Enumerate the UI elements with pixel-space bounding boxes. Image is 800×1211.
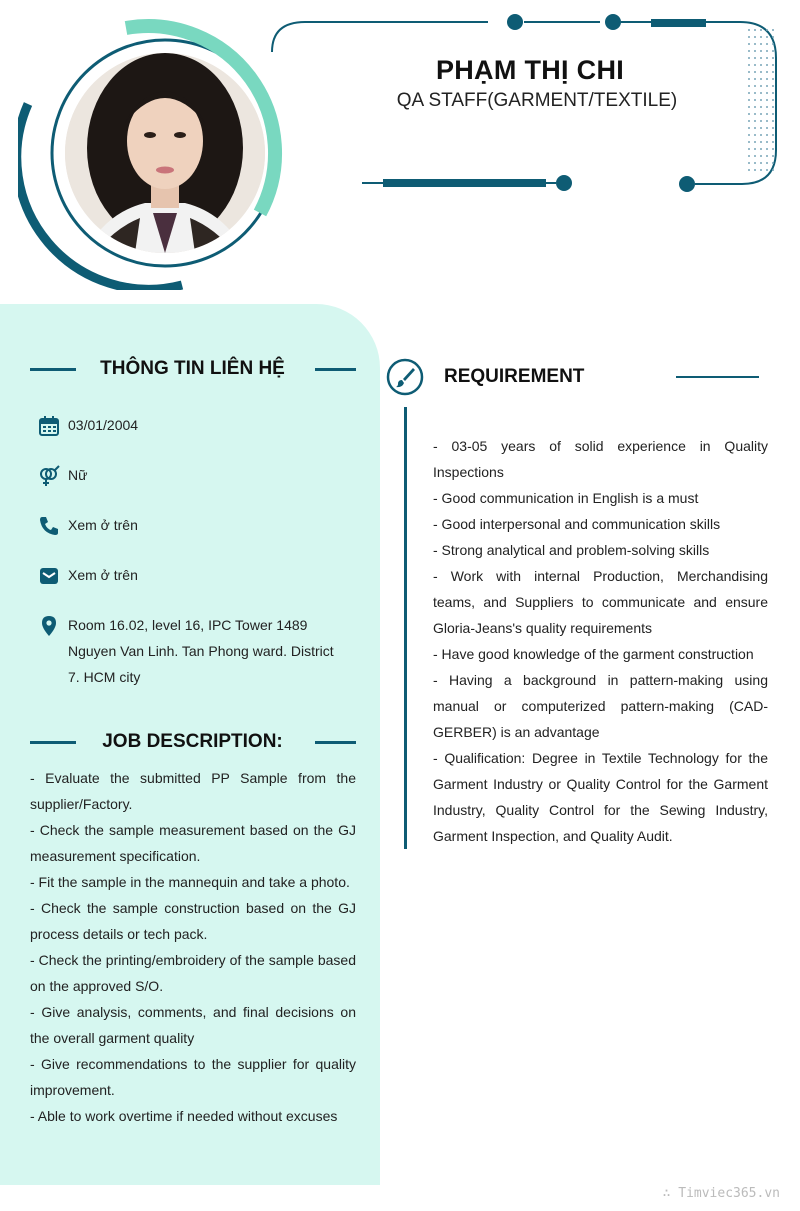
divider — [30, 368, 76, 371]
brush-icon — [386, 358, 424, 396]
email-icon — [38, 565, 60, 587]
decor-dot — [748, 120, 750, 122]
decor-dot — [760, 106, 762, 108]
decor-dot — [748, 50, 750, 52]
decor-dot — [754, 106, 756, 108]
email-text: Xem ở trên — [68, 567, 138, 583]
decor-dot — [760, 50, 762, 52]
decor-dot — [754, 134, 756, 136]
decor-dot — [772, 29, 774, 31]
phone-text: Xem ở trên — [68, 517, 138, 533]
decor-dot — [760, 64, 762, 66]
decor-dot — [754, 64, 756, 66]
contact-address — [38, 617, 358, 690]
decor-dot — [760, 148, 762, 150]
decor-dot — [772, 50, 774, 52]
decor-dot — [766, 64, 768, 66]
decor-dot — [754, 92, 756, 94]
decor-dot — [772, 120, 774, 122]
decor-dot — [772, 92, 774, 94]
list-item: - Give analysis, comments, and final decisions on the overall garment quality — [30, 1004, 356, 1046]
gender-icon — [38, 465, 60, 487]
decor-dot — [772, 134, 774, 136]
divider — [315, 741, 356, 744]
decor-dot — [760, 92, 762, 94]
decor-dot — [748, 29, 750, 31]
decor-dot — [760, 169, 762, 171]
decor-dot — [772, 155, 774, 157]
calendar-icon — [38, 415, 60, 437]
decor-dot — [766, 78, 768, 80]
decor-dot — [760, 71, 762, 73]
decor-dot — [772, 64, 774, 66]
decor-dot — [772, 57, 774, 59]
decor-dot — [754, 120, 756, 122]
decor-dot — [766, 127, 768, 129]
list-item: - Strong analytical and problem-solving skills — [433, 542, 710, 558]
list-item: - Work with internal Production, Merchandising teams, and Suppliers to communicate and ensure Gloria-Jeans's quality requirements — [433, 568, 768, 636]
decor-dot — [754, 85, 756, 87]
list-item: - Good communication in English is a must — [433, 490, 699, 506]
decor-dot — [754, 155, 756, 157]
decor-dot — [748, 141, 750, 143]
decor-dot — [760, 57, 762, 59]
decor-dot — [760, 43, 762, 45]
decor-dot — [754, 162, 756, 164]
candidate-name: PHẠM THỊ CHI — [435, 55, 625, 85]
decor-dot — [748, 113, 750, 115]
decor-dot — [754, 36, 756, 38]
decor-dot — [754, 113, 756, 115]
decor-dot — [772, 141, 774, 143]
decor-dot — [748, 155, 750, 157]
decor-dot — [748, 43, 750, 45]
requirement-heading: REQUIREMENT — [444, 366, 585, 387]
decor-dot — [748, 148, 750, 150]
decor-dot — [772, 113, 774, 115]
job-description-list — [30, 765, 356, 1129]
decor-dot — [772, 148, 774, 150]
decor-dot — [748, 169, 750, 171]
contact-heading: THÔNG TIN LIÊN HỆ — [100, 358, 285, 379]
decor-dot — [748, 36, 750, 38]
divider — [315, 368, 356, 371]
list-item: - Check the printing/embroidery of the sample based on the approved S/O. — [30, 952, 356, 994]
birthday-text: 03/01/2004 — [68, 417, 139, 433]
decor-dot — [754, 141, 756, 143]
decor-dot — [766, 57, 768, 59]
avatar — [18, 18, 298, 290]
decor-dot — [766, 162, 768, 164]
decor-dot — [748, 85, 750, 87]
decor-dot — [748, 78, 750, 80]
job-title: QA STAFF(GARMENT/TEXTILE) — [396, 90, 678, 111]
decor-dot — [766, 141, 768, 143]
decor-dot — [760, 134, 762, 136]
decor-dot — [760, 99, 762, 101]
decor-dot — [760, 141, 762, 143]
decor-dot — [772, 85, 774, 87]
location-pin-icon — [38, 615, 60, 637]
decor-dot — [766, 36, 768, 38]
decor-dot — [766, 85, 768, 87]
decor-dot — [754, 71, 756, 73]
list-item: - Check the sample measurement based on the GJ measurement specification. — [30, 822, 356, 864]
list-item: - Fit the sample in the mannequin and take a photo. — [30, 874, 350, 890]
decor-dot — [760, 113, 762, 115]
contact-email — [38, 567, 358, 588]
decor-dot — [760, 127, 762, 129]
decor-dot — [772, 71, 774, 73]
list-item: - Evaluate the submitted PP Sample from the supplier/Factory. — [30, 770, 356, 812]
contact-birthday — [38, 417, 358, 438]
decor-dot — [766, 120, 768, 122]
decor-dot — [766, 43, 768, 45]
list-item: - Having a background in pattern-making using manual or computerized pattern-making (CAD-GERBER) is an advantage — [433, 672, 768, 740]
decor-dot — [766, 134, 768, 136]
decor-dot — [766, 169, 768, 171]
decor-dot — [754, 57, 756, 59]
decor-dot — [766, 155, 768, 157]
gender-text: Nữ — [68, 467, 88, 483]
decor-dot — [772, 127, 774, 129]
divider — [30, 741, 76, 744]
decor-dot — [772, 106, 774, 108]
divider — [676, 376, 759, 378]
list-item: - Check the sample construction based on the GJ process details or tech pack. — [30, 900, 356, 942]
decor-dot — [766, 92, 768, 94]
list-item: - Give recommendations to the supplier for quality improvement. — [30, 1056, 356, 1098]
decor-dot — [754, 169, 756, 171]
phone-icon — [38, 515, 60, 537]
list-item: - Good interpersonal and communication skills — [433, 516, 721, 532]
decor-dot — [754, 148, 756, 150]
decor-dot — [754, 99, 756, 101]
decor-dot — [748, 71, 750, 73]
decor-dot — [766, 71, 768, 73]
decor-dot — [748, 134, 750, 136]
decor-dot — [766, 50, 768, 52]
decor-dot — [748, 162, 750, 164]
decor-dot — [760, 85, 762, 87]
address-text: Room 16.02, level 16, IPC Tower 1489 Nguyen Van Linh. Tan Phong ward. District 7. HCM city — [68, 617, 334, 685]
decor-dot — [760, 155, 762, 157]
decor-dot — [760, 120, 762, 122]
profile-photo — [65, 53, 265, 253]
list-item: - 03-05 years of solid experience in Quality Inspections — [433, 438, 768, 480]
decor-dot — [748, 106, 750, 108]
decor-dot — [760, 36, 762, 38]
requirement-bar — [404, 407, 407, 849]
decor-dot — [748, 64, 750, 66]
decor-dot — [748, 57, 750, 59]
decor-dot — [772, 43, 774, 45]
decor-dot — [748, 99, 750, 101]
decor-dot — [766, 106, 768, 108]
decor-dot — [754, 127, 756, 129]
decor-dot — [754, 78, 756, 80]
decor-dot — [766, 148, 768, 150]
decor-dot — [766, 99, 768, 101]
decor-dot — [760, 162, 762, 164]
decor-dot — [766, 113, 768, 115]
decor-dot — [760, 78, 762, 80]
decor-dot — [772, 99, 774, 101]
requirement-list — [433, 433, 768, 849]
decor-dot — [754, 43, 756, 45]
decor-dot — [748, 127, 750, 129]
decor-dot — [754, 29, 756, 31]
list-item: - Able to work overtime if needed without excuses — [30, 1108, 338, 1124]
decor-dot — [766, 29, 768, 31]
decor-dot — [772, 162, 774, 164]
contact-gender — [38, 467, 358, 488]
job-heading: JOB DESCRIPTION: — [102, 731, 283, 752]
list-item: - Qualification: Degree in Textile Technology for the Garment Industry or Quality Control for the Garment Industry, Quality Control for the Sewing Industry, Garment Inspection, and Quality Audit. — [433, 750, 768, 844]
watermark: ∴ Timviec365.vn — [662, 1186, 780, 1201]
decor-dot — [772, 169, 774, 171]
decor-dot — [754, 50, 756, 52]
decor-dot — [760, 29, 762, 31]
decor-dot — [748, 92, 750, 94]
decor-dot — [772, 78, 774, 80]
decor-dot — [772, 36, 774, 38]
list-item: - Have good knowledge of the garment construction — [433, 646, 754, 662]
contact-phone — [38, 517, 358, 538]
